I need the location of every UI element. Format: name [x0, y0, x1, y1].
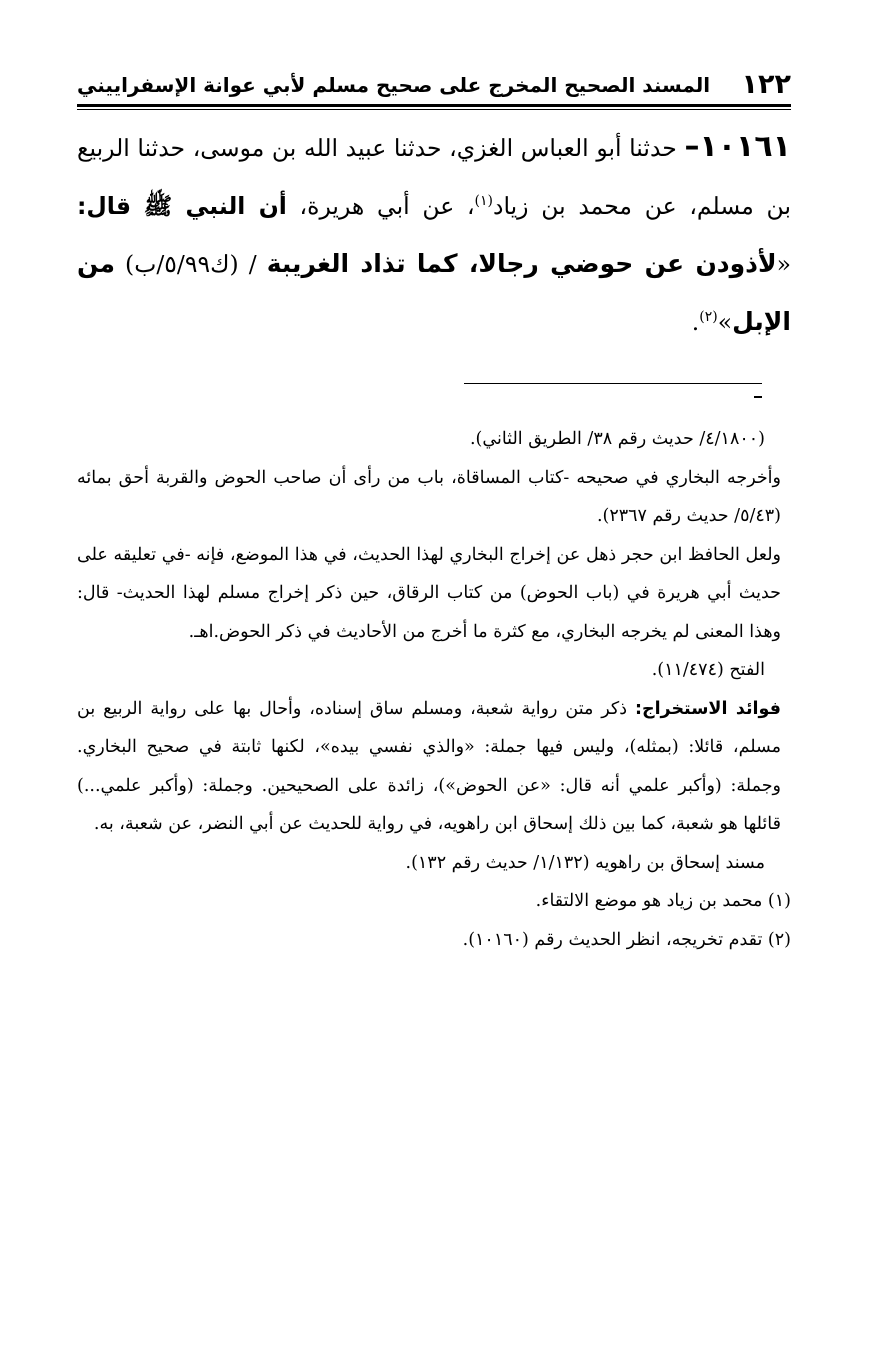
- istikhraj-text: ذكر متن رواية شعبة، ومسلم ساق إسناده، وأحال بها على رواية الربيع بن مسلم، قائلا: (بمثله)، وليس فيها جملة: «والذي نفسي بيده»، لكنها ثابتة في صحيح البخاري. وجملة: (وأكبر علمي أنه قال: «عن الحوض»)، زائدة على الصحيحين. وجملة: (وأكبر علمي...) قائلها هو شعبة، كما بين ذلك إسحاق ابن راهويه، في رواية للحديث عن أبي النضر، عن شعبة، به.: [77, 698, 781, 834]
- footnote-ref-1: (١): [474, 193, 494, 210]
- footnote-1: (١) محمد بن زياد هو موضع الالتقاء.: [535, 891, 791, 911]
- qala-word: قال:: [77, 192, 131, 220]
- hadith-end: .: [691, 308, 700, 336]
- header-rule: [77, 104, 791, 110]
- page-number: ١٢٢: [741, 69, 791, 100]
- note-ishaq-citation: مسند إسحاق بن راهويه (١/١٣٢/ حديث رقم ١٣٢).: [405, 852, 765, 873]
- isnad-part-2: ، عن أبي هريرة،: [286, 192, 475, 220]
- footnote-2: (٢) تقدم تخريجه، انظر الحديث رقم (١٠١٦٠).: [462, 929, 791, 950]
- footnote-separator: [464, 383, 762, 384]
- footnotes-area: [77, 420, 791, 959]
- page-header: [77, 62, 791, 102]
- matn-part-2: من الإبل: [77, 249, 791, 336]
- note-fath-citation: الفتح (١١/٤٧٤).: [651, 660, 765, 680]
- note-bukhari-reference: وأخرجه البخاري في صحيحه -كتاب المساقاة، باب من رأى أن صاحب الحوض والقربة أحق بمائه (٥/٤٣/ حديث رقم ٢٣٦٧).: [77, 467, 781, 526]
- footnote-ref-2: (٢): [699, 309, 718, 326]
- note-istikhraj-benefits: [77, 690, 791, 844]
- hadith-dash: –: [684, 129, 700, 164]
- istikhraj-label: فوائد الاستخراج:: [634, 698, 781, 719]
- hadith-number: ١٠١٦١: [699, 129, 791, 164]
- continuation-mark: [754, 396, 762, 398]
- matn-close-quote: »: [717, 308, 733, 336]
- folio-reference: / (ك٥/٩٩/ب): [114, 250, 267, 278]
- matn-part-1: لأذودن عن حوضي رجالا، كما تذاد الغريبة: [266, 249, 777, 278]
- hadith-text: [77, 118, 791, 351]
- note-citation-muslim: (٤/١٨٠٠/ حديث رقم ٣٨/ الطريق الثاني).: [469, 429, 765, 449]
- matn-open-quote: «: [776, 250, 791, 278]
- prophet-phrase: أن النبي ﷺ: [143, 192, 287, 220]
- note-ibn-hajar-remark: ولعل الحافظ ابن حجر ذهل عن إخراج البخاري لهذا الحديث، في هذا الموضع، فإنه -في تعليقه على حديث أبي هريرة في (باب الحوض) من كتاب الرقاق، حين ذكر إخراج مسلم لهذا الحديث- قال: وهذا المعنى لم يخرجه البخاري، مع كثرة ما أخرج من الأحاديث في ذكر الحوض.اهـ.: [77, 544, 781, 642]
- isnad-part-1: حدثنا أبو العباس الغزي، حدثنا عبيد الله بن موسى، حدثنا الربيع بن مسلم، عن محمد بن زياد: [77, 134, 791, 220]
- running-title: المسند الصحيح المخرج على صحيح مسلم لأبي عوانة الإسفراييني: [77, 73, 711, 97]
- hadith-paragraph: [77, 118, 791, 351]
